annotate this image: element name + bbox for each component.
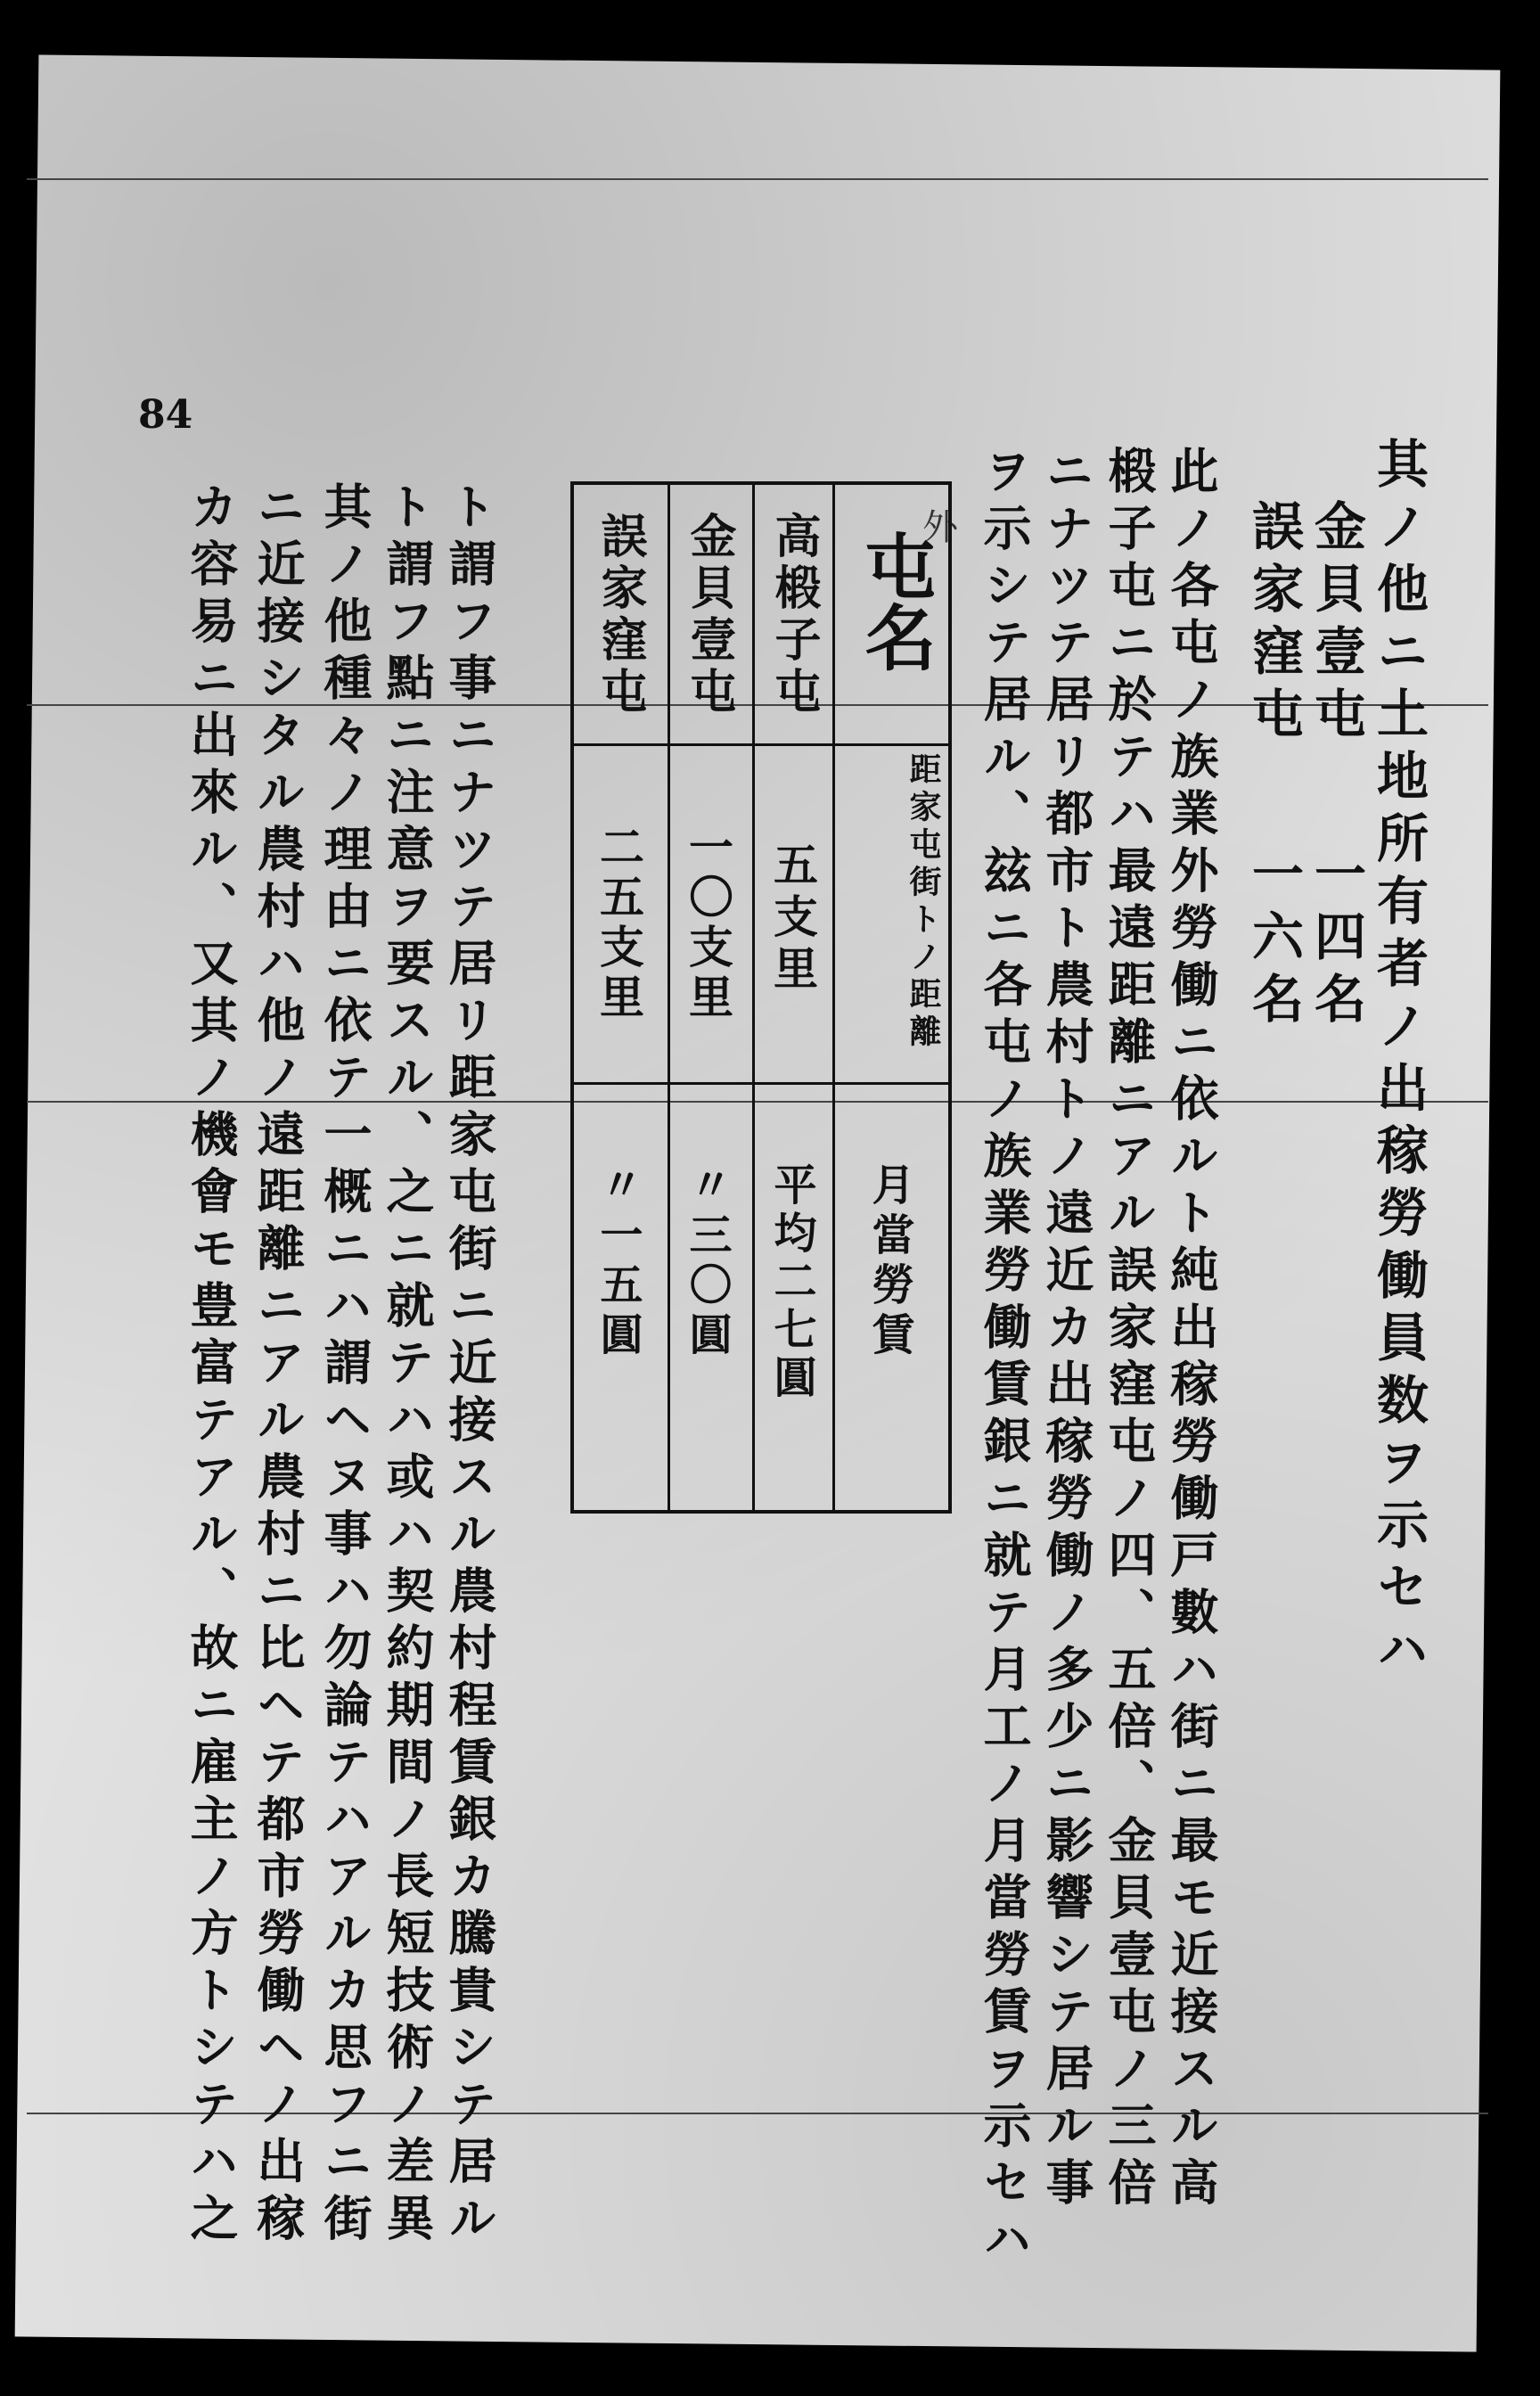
table-cell-wage: 平均二七圓: [766, 1162, 816, 1403]
table-header-distance: 距家屯街トノ距離: [905, 752, 942, 1052]
paragraph-line: 此ノ各屯ノ族業外勞働ニ依ルト純出稼勞働戸數ハ街ニ最モ近接スル高: [1163, 446, 1220, 2214]
paragraph-line: ヲ示シテ居ル、玆ニ各屯ノ族業勞働賃銀ニ就テ月工ノ月當勞賃ヲ示セハ: [976, 446, 1033, 2271]
table-cell-village: 金貝壹屯: [682, 512, 736, 718]
marginal-note: 外: [922, 507, 958, 548]
scan-line: [27, 2113, 1488, 2114]
table-cell-distance: 五支里: [766, 841, 819, 997]
village-row-count: 一四名: [1306, 847, 1366, 1034]
table-header-village: 屯名: [853, 529, 937, 672]
table-cell-village: 高椴子屯: [766, 512, 821, 718]
paragraph-line: ニナツテ居リ都市ト農村トノ遠近カ出稼勞働ノ多少ニ影響シテ居ル事: [1038, 446, 1095, 2214]
wage-table: [570, 481, 952, 1514]
village-row-name: 金貝壹屯: [1306, 499, 1366, 749]
paragraph-line: 椴子屯ニ於テハ最遠距離ニアル誤家窪屯ノ四、五倍、金貝壹屯ノ三倍: [1101, 446, 1158, 2214]
village-row-count: 一六名: [1243, 847, 1304, 1034]
scan-line: [27, 178, 1488, 180]
paragraph-line: ニ近接シタル農村ハ他ノ遠距離ニアル農村ニ比ヘテ都市勞働ヘノ出稼: [250, 481, 307, 2250]
table-cell-distance: 二五支里: [593, 824, 645, 1023]
table-cell-wage: 〃一五圓: [593, 1162, 643, 1362]
table-cell-wage: 〃三〇圓: [682, 1162, 732, 1362]
table-cell-distance: 一〇支里: [682, 824, 734, 1023]
village-row-name: 誤家窪屯: [1243, 499, 1304, 749]
paragraph-line: ト謂フ點ニ注意ヲ要スル、之ニ就テハ或ハ契約期間ノ長短技術ノ差異: [379, 481, 436, 2250]
page-number: 84: [138, 392, 193, 438]
table-cell-village: 誤家窪屯: [593, 512, 647, 718]
paragraph-line: 其ノ他種々ノ理由ニ依テ一概ニハ謂ヘヌ事ハ勿論テハアルカ思フニ街: [316, 481, 373, 2250]
paragraph-line: カ容易ニ出來ル、又其ノ機會モ豊富テアル、故ニ雇主ノ方トシテハ之: [183, 481, 240, 2250]
table-header-wage: 月當勞賃: [864, 1162, 914, 1362]
intro-line: 其ノ他ニ土地所有者ノ出稼勞働員数ヲ示セハ: [1368, 437, 1429, 1685]
paragraph-line: ト謂フ事ニナツテ居リ距家屯街ニ近接スル農村程賃銀カ騰貴シテ居ル: [441, 481, 498, 2250]
